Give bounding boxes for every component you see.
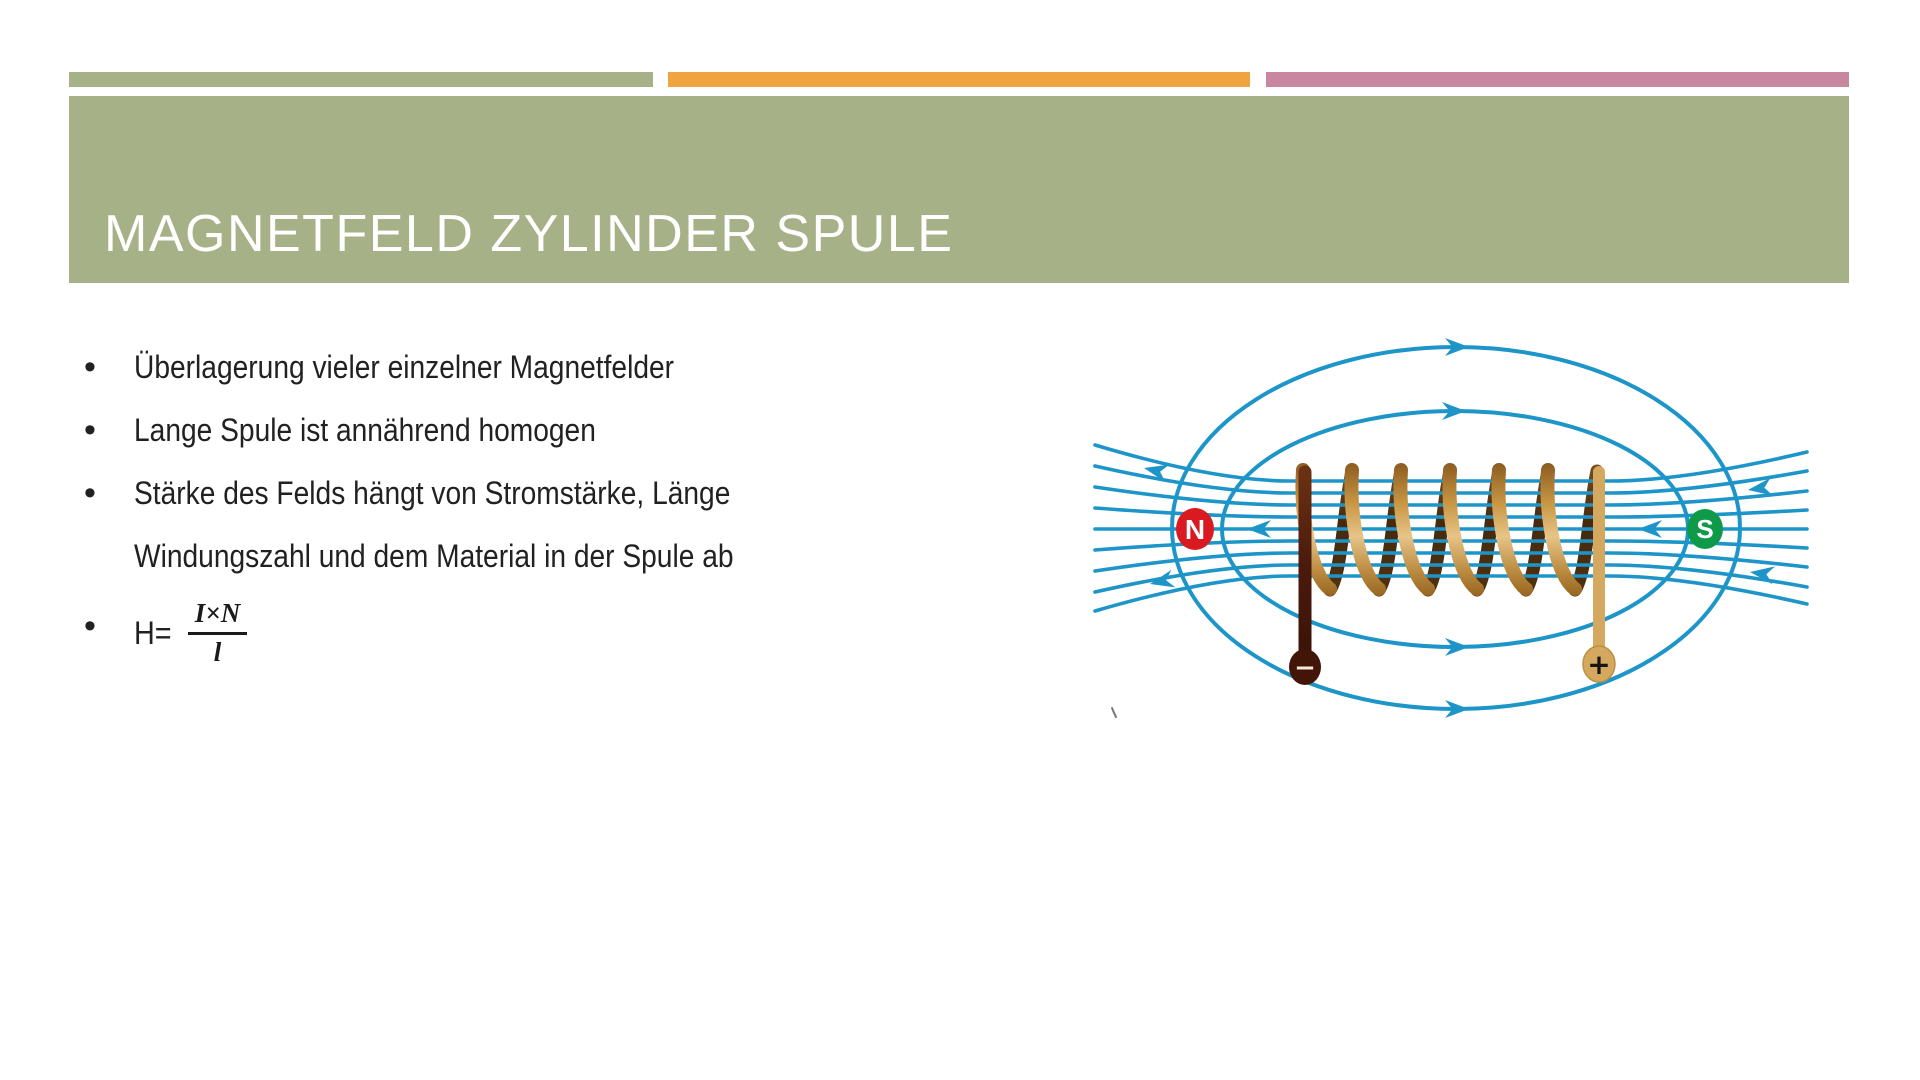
south-pole-badge <box>1687 509 1723 549</box>
solenoid-field-svg <box>1080 332 1820 752</box>
north-pole-badge <box>1176 508 1214 550</box>
bullet-text: Überlagerung vieler einzelner Magnetfelder <box>134 349 675 385</box>
formula-denominator: l <box>213 637 222 667</box>
minus-label: − <box>1294 653 1316 683</box>
accent-bar-pink <box>1266 72 1849 87</box>
bullet-text: Lange Spule ist annährend homogen <box>134 412 596 448</box>
slide-title: MAGNETFELD ZYLINDER SPULE <box>104 205 954 263</box>
formula-item <box>70 595 930 671</box>
south-pole-label: S <box>1696 514 1714 544</box>
north-pole-label: N <box>1184 514 1206 545</box>
formula-lead: • H= <box>134 614 172 651</box>
bullet-item <box>70 462 930 588</box>
formula-numerator: I×N <box>188 598 247 635</box>
accent-bar-green <box>69 72 653 87</box>
bullet-list <box>70 336 930 671</box>
accent-bar-orange <box>668 72 1250 87</box>
bullet-text: Stärke des Felds hängt von Stromstärke, Länge <box>134 475 731 511</box>
formula-fraction <box>188 598 247 668</box>
bullet-item <box>70 399 930 462</box>
plus-label: + <box>1587 648 1611 681</box>
bullet-text: Windungszahl und dem Material in der Spule ab <box>134 538 734 574</box>
artifact-tick <box>1112 708 1116 717</box>
solenoid-field-figure <box>1080 332 1820 752</box>
bullet-item <box>70 336 930 399</box>
